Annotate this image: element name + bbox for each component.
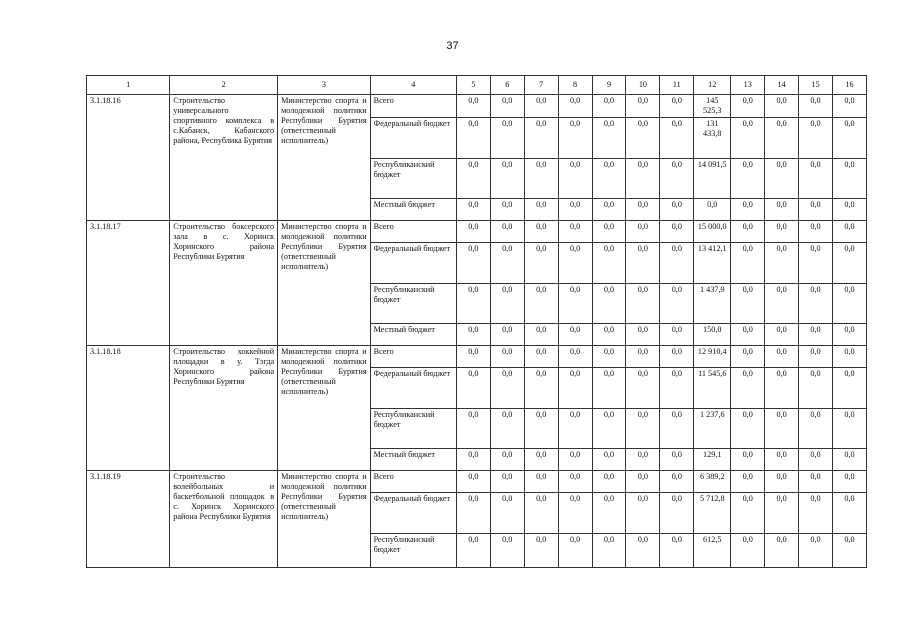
funding-source: Федеральный бюджет	[370, 493, 456, 534]
value-cell-col-16: 0,0	[832, 324, 866, 346]
value-cell-col-7: 0,0	[524, 346, 558, 368]
value-cell-col-6: 0,0	[490, 118, 524, 159]
value-cell-col-16: 0,0	[832, 493, 866, 534]
funding-source: Местный бюджет	[370, 324, 456, 346]
value-cell-col-7: 0,0	[524, 221, 558, 243]
value-cell-col-9: 0,0	[592, 284, 626, 324]
responsible-executor: Министерство спорта и молодежной политики Республики Бурятия (ответственный исполнитель)	[278, 346, 370, 471]
funding-source: Федеральный бюджет	[370, 243, 456, 284]
value-cell-col-13: 0,0	[731, 368, 765, 409]
value-cell-col-10: 0,0	[626, 493, 660, 534]
value-cell-col-14: 0,0	[765, 493, 799, 534]
value-cell-col-9: 0,0	[592, 346, 626, 368]
value-cell-col-13: 0,0	[731, 471, 765, 493]
value-cell-col-12: 11 545,6	[694, 368, 731, 409]
value-cell-col-9: 0,0	[592, 118, 626, 159]
funding-source: Всего	[370, 221, 456, 243]
value-cell-col-16: 0,0	[832, 118, 866, 159]
value-cell-col-6: 0,0	[490, 284, 524, 324]
value-cell-col-7: 0,0	[524, 409, 558, 449]
value-cell-col-14: 0,0	[765, 118, 799, 159]
value-cell-col-12: 1 237,6	[694, 409, 731, 449]
value-cell-col-16: 0,0	[832, 284, 866, 324]
value-cell-col-7: 0,0	[524, 243, 558, 284]
value-cell-col-5: 0,0	[456, 118, 490, 159]
measure-code: 3.1.18.18	[87, 346, 170, 471]
column-header-4: 4	[370, 76, 456, 95]
value-cell-col-6: 0,0	[490, 471, 524, 493]
value-cell-col-8: 0,0	[558, 243, 592, 284]
value-cell-col-16: 0,0	[832, 368, 866, 409]
value-cell-col-5: 0,0	[456, 284, 490, 324]
value-cell-col-14: 0,0	[765, 346, 799, 368]
value-cell-col-10: 0,0	[626, 159, 660, 199]
value-cell-col-8: 0,0	[558, 449, 592, 471]
value-cell-col-15: 0,0	[799, 95, 833, 118]
value-cell-col-15: 0,0	[799, 118, 833, 159]
value-cell-col-13: 0,0	[731, 221, 765, 243]
value-cell-col-15: 0,0	[799, 199, 833, 221]
measure-code: 3.1.18.16	[87, 95, 170, 221]
value-cell-col-6: 0,0	[490, 346, 524, 368]
value-cell-col-5: 0,0	[456, 534, 490, 568]
value-cell-col-10: 0,0	[626, 199, 660, 221]
column-header-1: 1	[87, 76, 170, 95]
value-cell-col-14: 0,0	[765, 449, 799, 471]
value-cell-col-10: 0,0	[626, 324, 660, 346]
value-cell-col-9: 0,0	[592, 159, 626, 199]
value-cell-col-8: 0,0	[558, 118, 592, 159]
funding-source: Республиканский бюджет	[370, 534, 456, 568]
value-cell-col-11: 0,0	[660, 95, 694, 118]
value-cell-col-14: 0,0	[765, 368, 799, 409]
value-cell-col-9: 0,0	[592, 243, 626, 284]
value-cell-col-6: 0,0	[490, 493, 524, 534]
table-row	[87, 221, 867, 243]
value-cell-col-9: 0,0	[592, 534, 626, 568]
value-cell-col-6: 0,0	[490, 159, 524, 199]
value-cell-col-14: 0,0	[765, 95, 799, 118]
column-header-8: 8	[558, 76, 592, 95]
value-cell-col-16: 0,0	[832, 199, 866, 221]
value-cell-col-11: 0,0	[660, 159, 694, 199]
column-header-9: 9	[592, 76, 626, 95]
value-cell-col-12: 6 389,2	[694, 471, 731, 493]
value-cell-col-13: 0,0	[731, 493, 765, 534]
value-cell-col-12: 150,0	[694, 324, 731, 346]
page-number: 37	[446, 40, 459, 52]
value-cell-col-11: 0,0	[660, 284, 694, 324]
value-cell-col-12: 1 437,9	[694, 284, 731, 324]
value-cell-col-12: 15 000,0	[694, 221, 731, 243]
measure-name: Строительство волейбольных и баскетбольной площадок в с. Хоринск Хоринского района Республики Бурятия	[170, 471, 278, 568]
funding-source: Всего	[370, 471, 456, 493]
value-cell-col-13: 0,0	[731, 243, 765, 284]
value-cell-col-10: 0,0	[626, 95, 660, 118]
value-cell-col-8: 0,0	[558, 199, 592, 221]
value-cell-col-16: 0,0	[832, 243, 866, 284]
value-cell-col-7: 0,0	[524, 534, 558, 568]
value-cell-col-8: 0,0	[558, 346, 592, 368]
value-cell-col-12: 5 712,8	[694, 493, 731, 534]
value-cell-col-16: 0,0	[832, 534, 866, 568]
column-header-3: 3	[278, 76, 370, 95]
value-cell-col-6: 0,0	[490, 95, 524, 118]
value-cell-col-12: 13 412,1	[694, 243, 731, 284]
value-cell-col-5: 0,0	[456, 159, 490, 199]
funding-source: Республиканский бюджет	[370, 409, 456, 449]
column-header-13: 13	[731, 76, 765, 95]
column-header-7: 7	[524, 76, 558, 95]
value-cell-col-16: 0,0	[832, 346, 866, 368]
value-cell-col-10: 0,0	[626, 284, 660, 324]
value-cell-col-7: 0,0	[524, 493, 558, 534]
value-cell-col-9: 0,0	[592, 449, 626, 471]
value-cell-col-16: 0,0	[832, 159, 866, 199]
value-cell-col-10: 0,0	[626, 368, 660, 409]
value-cell-col-8: 0,0	[558, 534, 592, 568]
value-cell-col-13: 0,0	[731, 346, 765, 368]
value-cell-col-6: 0,0	[490, 199, 524, 221]
value-cell-col-5: 0,0	[456, 449, 490, 471]
value-cell-col-13: 0,0	[731, 95, 765, 118]
value-cell-col-11: 0,0	[660, 118, 694, 159]
value-cell-col-15: 0,0	[799, 159, 833, 199]
value-cell-col-14: 0,0	[765, 199, 799, 221]
value-cell-col-13: 0,0	[731, 284, 765, 324]
value-cell-col-15: 0,0	[799, 449, 833, 471]
value-cell-col-13: 0,0	[731, 118, 765, 159]
value-cell-col-5: 0,0	[456, 493, 490, 534]
column-header-16: 16	[832, 76, 866, 95]
column-header-5: 5	[456, 76, 490, 95]
column-header-row	[87, 76, 867, 95]
value-cell-col-6: 0,0	[490, 324, 524, 346]
value-cell-col-7: 0,0	[524, 368, 558, 409]
value-cell-col-14: 0,0	[765, 243, 799, 284]
value-cell-col-13: 0,0	[731, 534, 765, 568]
measure-name: Строительство боксерского зала в с. Хоринск Хоринского района Республики Бурятия	[170, 221, 278, 346]
value-cell-col-5: 0,0	[456, 243, 490, 284]
value-cell-col-6: 0,0	[490, 534, 524, 568]
column-header-14: 14	[765, 76, 799, 95]
value-cell-col-14: 0,0	[765, 534, 799, 568]
value-cell-col-7: 0,0	[524, 284, 558, 324]
value-cell-col-15: 0,0	[799, 324, 833, 346]
value-cell-col-14: 0,0	[765, 471, 799, 493]
value-cell-col-9: 0,0	[592, 471, 626, 493]
table-body	[87, 76, 867, 568]
value-cell-col-8: 0,0	[558, 368, 592, 409]
value-cell-col-10: 0,0	[626, 221, 660, 243]
value-cell-col-16: 0,0	[832, 95, 866, 118]
value-cell-col-8: 0,0	[558, 284, 592, 324]
value-cell-col-5: 0,0	[456, 471, 490, 493]
funding-source: Всего	[370, 95, 456, 118]
value-cell-col-5: 0,0	[456, 409, 490, 449]
table-row	[87, 471, 867, 493]
value-cell-col-9: 0,0	[592, 95, 626, 118]
table-row	[87, 346, 867, 368]
value-cell-col-11: 0,0	[660, 199, 694, 221]
value-cell-col-11: 0,0	[660, 493, 694, 534]
value-cell-col-8: 0,0	[558, 471, 592, 493]
value-cell-col-10: 0,0	[626, 534, 660, 568]
value-cell-col-6: 0,0	[490, 449, 524, 471]
value-cell-col-14: 0,0	[765, 221, 799, 243]
value-cell-col-12: 129,1	[694, 449, 731, 471]
funding-source: Местный бюджет	[370, 449, 456, 471]
funding-source: Федеральный бюджет	[370, 368, 456, 409]
value-cell-col-6: 0,0	[490, 368, 524, 409]
value-cell-col-13: 0,0	[731, 324, 765, 346]
value-cell-col-12: 612,5	[694, 534, 731, 568]
measure-code: 3.1.18.17	[87, 221, 170, 346]
column-header-2: 2	[170, 76, 278, 95]
value-cell-col-10: 0,0	[626, 243, 660, 284]
value-cell-col-5: 0,0	[456, 324, 490, 346]
value-cell-col-11: 0,0	[660, 243, 694, 284]
value-cell-col-11: 0,0	[660, 409, 694, 449]
value-cell-col-12: 12 910,4	[694, 346, 731, 368]
responsible-executor: Министерство спорта и молодежной политики Республики Бурятия (ответственный исполнитель)	[278, 95, 370, 221]
column-header-15: 15	[799, 76, 833, 95]
funding-source: Республиканский бюджет	[370, 159, 456, 199]
value-cell-col-15: 0,0	[799, 368, 833, 409]
value-cell-col-15: 0,0	[799, 471, 833, 493]
table-row	[87, 95, 867, 118]
value-cell-col-13: 0,0	[731, 159, 765, 199]
value-cell-col-12: 131 433,8	[694, 118, 731, 159]
value-cell-col-7: 0,0	[524, 471, 558, 493]
value-cell-col-11: 0,0	[660, 471, 694, 493]
value-cell-col-10: 0,0	[626, 471, 660, 493]
value-cell-col-16: 0,0	[832, 409, 866, 449]
value-cell-col-9: 0,0	[592, 368, 626, 409]
value-cell-col-16: 0,0	[832, 449, 866, 471]
value-cell-col-11: 0,0	[660, 346, 694, 368]
value-cell-col-10: 0,0	[626, 449, 660, 471]
value-cell-col-9: 0,0	[592, 409, 626, 449]
value-cell-col-16: 0,0	[832, 221, 866, 243]
value-cell-col-14: 0,0	[765, 324, 799, 346]
measure-name: Строительство хоккейной площадки в у. Тэгда Хоринского района Республики Бурятия	[170, 346, 278, 471]
value-cell-col-7: 0,0	[524, 95, 558, 118]
responsible-executor: Министерство спорта и молодежной политики Республики Бурятия (ответственный исполнитель)	[278, 471, 370, 568]
value-cell-col-5: 0,0	[456, 95, 490, 118]
value-cell-col-12: 14 091,5	[694, 159, 731, 199]
value-cell-col-7: 0,0	[524, 159, 558, 199]
funding-source: Федеральный бюджет	[370, 118, 456, 159]
value-cell-col-11: 0,0	[660, 324, 694, 346]
value-cell-col-10: 0,0	[626, 346, 660, 368]
value-cell-col-16: 0,0	[832, 471, 866, 493]
value-cell-col-6: 0,0	[490, 243, 524, 284]
value-cell-col-7: 0,0	[524, 199, 558, 221]
value-cell-col-14: 0,0	[765, 159, 799, 199]
value-cell-col-8: 0,0	[558, 159, 592, 199]
value-cell-col-9: 0,0	[592, 199, 626, 221]
budget-table	[86, 75, 867, 568]
value-cell-col-13: 0,0	[731, 409, 765, 449]
value-cell-col-11: 0,0	[660, 221, 694, 243]
value-cell-col-5: 0,0	[456, 221, 490, 243]
value-cell-col-5: 0,0	[456, 368, 490, 409]
value-cell-col-7: 0,0	[524, 449, 558, 471]
value-cell-col-11: 0,0	[660, 449, 694, 471]
measure-name: Строительство универсального спортивного комплекса в с.Кабанск, Кабанского района, Республика Бурятия	[170, 95, 278, 221]
value-cell-col-15: 0,0	[799, 534, 833, 568]
value-cell-col-8: 0,0	[558, 95, 592, 118]
value-cell-col-12: 145 525,3	[694, 95, 731, 118]
column-header-11: 11	[660, 76, 694, 95]
value-cell-col-8: 0,0	[558, 493, 592, 534]
value-cell-col-9: 0,0	[592, 493, 626, 534]
column-header-12: 12	[694, 76, 731, 95]
value-cell-col-8: 0,0	[558, 324, 592, 346]
measure-code: 3.1.18.19	[87, 471, 170, 568]
value-cell-col-15: 0,0	[799, 346, 833, 368]
value-cell-col-5: 0,0	[456, 346, 490, 368]
value-cell-col-15: 0,0	[799, 243, 833, 284]
value-cell-col-6: 0,0	[490, 409, 524, 449]
value-cell-col-7: 0,0	[524, 324, 558, 346]
funding-source: Всего	[370, 346, 456, 368]
value-cell-col-14: 0,0	[765, 409, 799, 449]
value-cell-col-11: 0,0	[660, 534, 694, 568]
value-cell-col-5: 0,0	[456, 199, 490, 221]
responsible-executor: Министерство спорта и молодежной политики Республики Бурятия (ответственный исполнитель)	[278, 221, 370, 346]
value-cell-col-15: 0,0	[799, 493, 833, 534]
value-cell-col-9: 0,0	[592, 221, 626, 243]
value-cell-col-6: 0,0	[490, 221, 524, 243]
value-cell-col-11: 0,0	[660, 368, 694, 409]
value-cell-col-13: 0,0	[731, 449, 765, 471]
value-cell-col-15: 0,0	[799, 221, 833, 243]
column-header-6: 6	[490, 76, 524, 95]
value-cell-col-7: 0,0	[524, 118, 558, 159]
value-cell-col-10: 0,0	[626, 118, 660, 159]
value-cell-col-15: 0,0	[799, 284, 833, 324]
funding-source: Местный бюджет	[370, 199, 456, 221]
column-header-10: 10	[626, 76, 660, 95]
value-cell-col-8: 0,0	[558, 221, 592, 243]
value-cell-col-14: 0,0	[765, 284, 799, 324]
value-cell-col-8: 0,0	[558, 409, 592, 449]
value-cell-col-13: 0,0	[731, 199, 765, 221]
value-cell-col-9: 0,0	[592, 324, 626, 346]
value-cell-col-12: 0,0	[694, 199, 731, 221]
funding-source: Республиканский бюджет	[370, 284, 456, 324]
value-cell-col-15: 0,0	[799, 409, 833, 449]
value-cell-col-10: 0,0	[626, 409, 660, 449]
